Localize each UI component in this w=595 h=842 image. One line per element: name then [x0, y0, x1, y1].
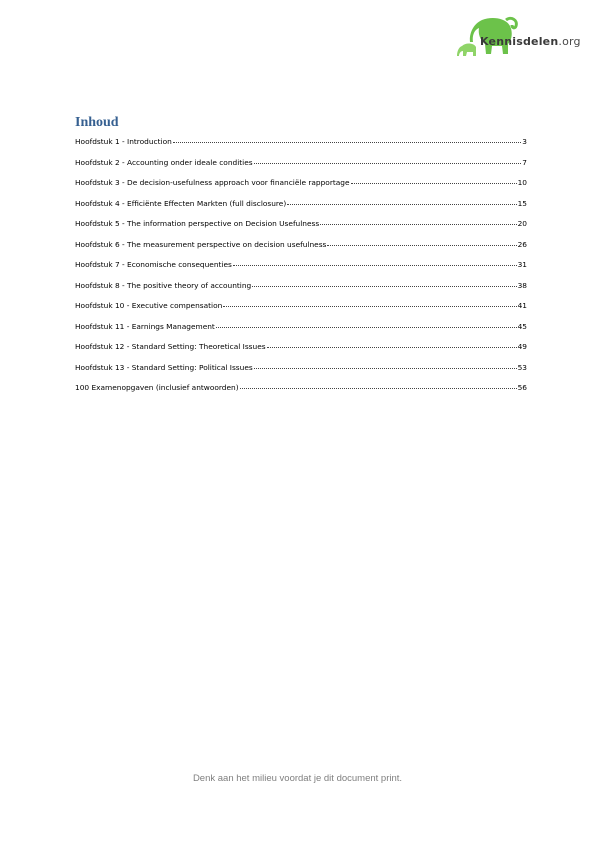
toc-entry-label[interactable]: Hoofdstuk 10 - Executive compensation	[75, 301, 223, 310]
toc-entry-page[interactable]: 45	[517, 321, 527, 331]
toc-dot-leader	[233, 259, 517, 266]
logo-brand: Kennisdelen	[480, 35, 559, 48]
toc-dot-leader	[223, 300, 516, 307]
toc-entry[interactable]	[75, 380, 527, 401]
toc-dot-leader	[320, 218, 516, 225]
toc-entry[interactable]	[75, 339, 527, 360]
toc-entry[interactable]	[75, 237, 527, 258]
toc-entry-label[interactable]: Hoofdstuk 6 - The measurement perspective on decision usefulness	[75, 239, 327, 249]
toc-entry-label[interactable]: Hoofdstuk 1 - Introduction	[75, 137, 172, 146]
toc-entry-label[interactable]: 100 Examenopgaven (inclusief antwoorden)	[75, 383, 239, 392]
table-of-contents	[75, 114, 527, 401]
logo-tld: .org	[558, 35, 581, 48]
toc-entry[interactable]	[75, 175, 527, 196]
toc-dot-leader	[216, 321, 517, 328]
toc-entry[interactable]	[75, 257, 527, 278]
kennisdelen-logo[interactable]	[456, 14, 581, 60]
toc-entry-label[interactable]: Hoofdstuk 11 - Earnings Management	[75, 321, 215, 331]
toc-title: Inhoud	[75, 115, 119, 130]
toc-entry[interactable]	[75, 134, 527, 155]
toc-dot-leader	[287, 198, 516, 205]
toc-entry-page[interactable]: 31	[517, 260, 527, 269]
toc-dot-leader	[240, 382, 517, 389]
toc-entry[interactable]	[75, 155, 527, 176]
toc-entry-page[interactable]: 26	[517, 239, 527, 249]
toc-entry-page[interactable]: 56	[517, 383, 527, 392]
toc-entry[interactable]	[75, 278, 527, 299]
toc-entry-label[interactable]: Hoofdstuk 3 - De decision-usefulness approach voor financiële rapportage	[75, 178, 350, 187]
toc-entry-page[interactable]: 15	[517, 198, 527, 208]
toc-entry[interactable]	[75, 360, 527, 381]
toc-entry-label[interactable]: Hoofdstuk 7 - Economische consequenties	[75, 260, 232, 269]
toc-entry-label[interactable]: Hoofdstuk 13 - Standard Setting: Political Issues	[75, 362, 253, 372]
toc-entry-page[interactable]: 7	[522, 157, 527, 167]
toc-dot-leader	[254, 362, 517, 369]
toc-entry-page[interactable]: 3	[522, 137, 527, 146]
toc-entry-label[interactable]: Hoofdstuk 12 - Standard Setting: Theoretical Issues	[75, 342, 266, 351]
toc-entry-label[interactable]: Hoofdstuk 2 - Accounting onder ideale condities	[75, 157, 253, 167]
toc-dot-leader	[254, 157, 522, 164]
toc-entry[interactable]	[75, 319, 527, 340]
toc-entry[interactable]	[75, 196, 527, 217]
toc-dot-leader	[351, 177, 517, 184]
logo-text	[480, 35, 581, 48]
toc-entry-page[interactable]: 41	[517, 301, 527, 310]
toc-entry[interactable]	[75, 216, 527, 237]
toc-entry-page[interactable]: 10	[517, 178, 527, 187]
toc-entry-page[interactable]: 20	[517, 219, 527, 228]
footer-note: Denk aan het milieu voordat je dit document print.	[192, 773, 403, 784]
toc-entry-label[interactable]: Hoofdstuk 4 - Efficiënte Effecten Markten (full disclosure)	[75, 198, 287, 208]
toc-entry-page[interactable]: 49	[517, 342, 527, 351]
toc-entry-page[interactable]: 53	[517, 362, 527, 372]
toc-entry-label[interactable]: Hoofdstuk 8 - The positive theory of accounting	[75, 280, 252, 290]
toc-dot-leader	[267, 341, 517, 348]
toc-entry-page[interactable]: 38	[517, 280, 527, 290]
toc-dot-leader	[173, 136, 522, 143]
toc-dot-leader	[252, 280, 516, 287]
toc-entry[interactable]	[75, 298, 527, 319]
toc-entry-label[interactable]: Hoofdstuk 5 - The information perspective on Decision Usefulness	[75, 219, 320, 228]
toc-dot-leader	[327, 239, 516, 246]
toc-list	[75, 134, 527, 401]
